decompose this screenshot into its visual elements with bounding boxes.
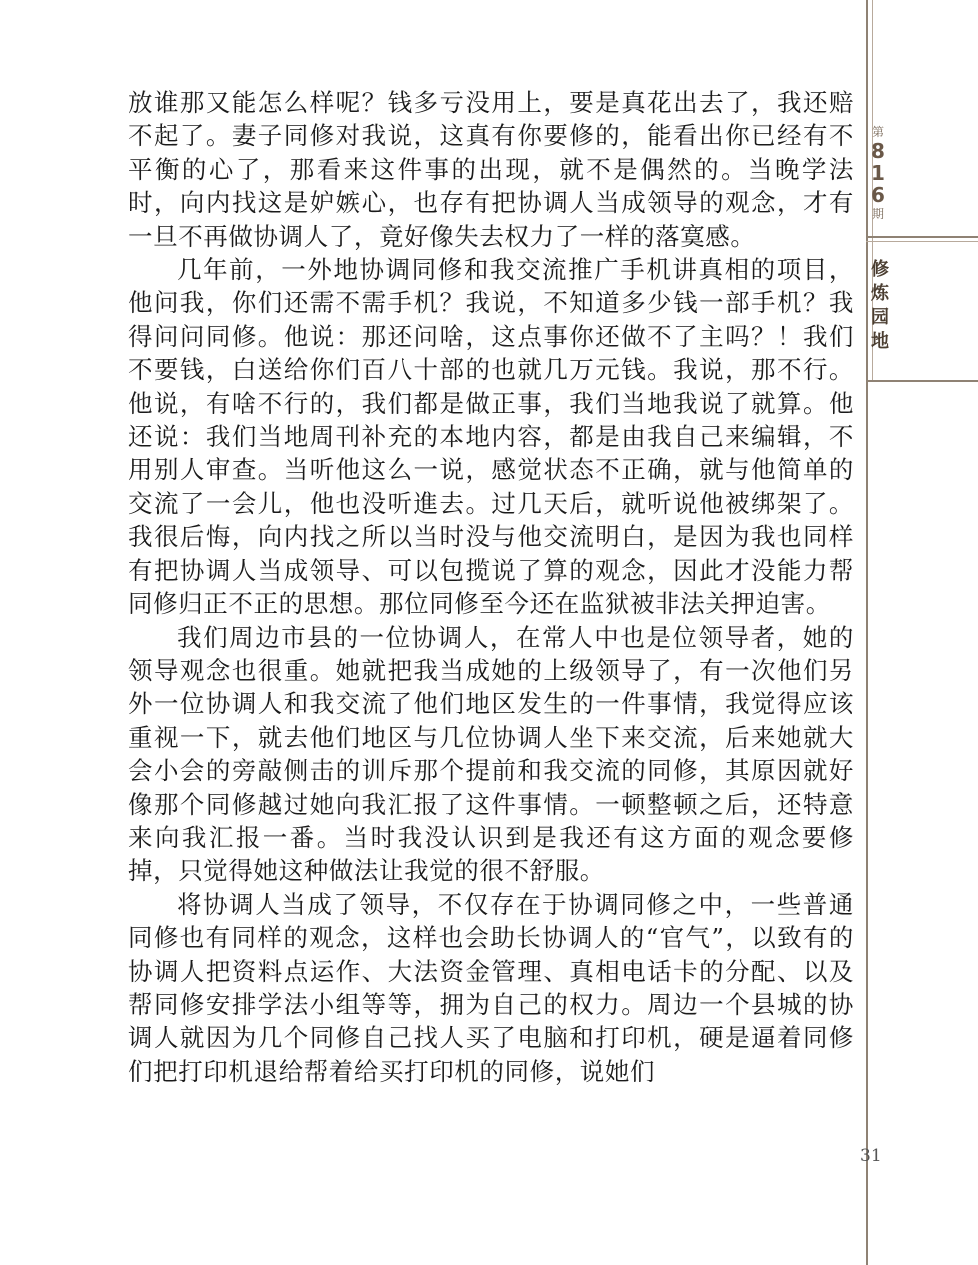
paragraph: 我们周边市县的一位协调人，在常人中也是位领导者，她的领导观念也很重。她就把我当成她的上级领导了，有一次他们另外一位协调人和我交流了他们地区发生的一件事情，我觉得应该重视一下，就去他们地区与几位协调人坐下来交流，后来她就大会小会的旁敲侧击的训斥那个提前和我交流的同修，其原因就好像那个同修越过她向我汇报了这件事情。一顿整顿之后，还特意来向我汇报一番。当时我没认识到是我还有这方面的观念要修掉，只觉得她这种做法让我觉的很不舒服。 bbox=[128, 622, 854, 886]
section-char: 修 bbox=[871, 259, 889, 280]
section-char: 炼 bbox=[871, 283, 889, 304]
paragraph: 将协调人当成了领导，不仅存在于协调同修之中，一些普通同修也有同样的观念，这样也会助长协调人的“官气”，以致有的协调人把资料点运作、大法资金管理、真相电话卡的分配、以及帮同修安排学法小组等等，拥为自己的权力。周边一个县城的协调人就因为几个同修自己找人买了电脑和打印机，硬是逼着同修们把打印机退给帮着给买打印机的同修，说她们 bbox=[128, 889, 854, 1086]
section-char: 园 bbox=[871, 307, 889, 328]
section-title bbox=[866, 258, 894, 354]
issue-number bbox=[866, 124, 890, 222]
issue-digit: 1 bbox=[871, 161, 885, 185]
margin-rule-top bbox=[866, 236, 978, 238]
margin-rule-bottom bbox=[866, 380, 978, 382]
paragraph: 几年前，一外地协调同修和我交流推广手机讲真相的项目，他问我，你们还需不需手机？我说，不知道多少钱一部手机？我得问问同修。他说：那还问啥，这点事你还做不了主吗？！我们不要钱，白送给你们百八十部的也就几万元钱。我说，那不行。他说，有啥不行的，我们都是做正事，我们当地我说了就算。他还说：我们当地周刊补充的本地内容，都是由我自己来编辑，不用别人审查。当听他这么一说，感觉状态不正确，就与他简单的交流了一会儿，他也没听進去。过几天后，就听说他被绑架了。我很后悔，向内找之所以当时没与他交流明白，是因为我也同样有把协调人当成领导、可以包揽说了算的观念，因此才没能力帮同修归正不正的思想。那位同修至今还在监狱被非法关押迫害。 bbox=[128, 255, 854, 619]
margin-rule-top-thin bbox=[866, 241, 978, 242]
section-char: 地 bbox=[871, 331, 889, 352]
paragraph: 放谁那又能怎么样呢？钱多亏没用上，要是真花出去了，我还赔不起了。妻子同修对我说，这真有你要修的，能看出你已经有不平衡的心了，那看来这件事的出现，就不是偶然的。当晚学法时，向内找这是妒嫉心，也存有把协调人当成领导的观念，才有一旦不再做协调人了，竟好像失去权力了一样的落寞感。 bbox=[128, 88, 854, 251]
issue-prefix: 第 bbox=[871, 125, 884, 139]
issue-digit: 8 bbox=[871, 139, 885, 163]
article-body bbox=[128, 86, 854, 1088]
issue-digit: 6 bbox=[871, 183, 885, 207]
page-number: 31 bbox=[860, 1146, 882, 1166]
issue-suffix: 期 bbox=[871, 207, 884, 221]
